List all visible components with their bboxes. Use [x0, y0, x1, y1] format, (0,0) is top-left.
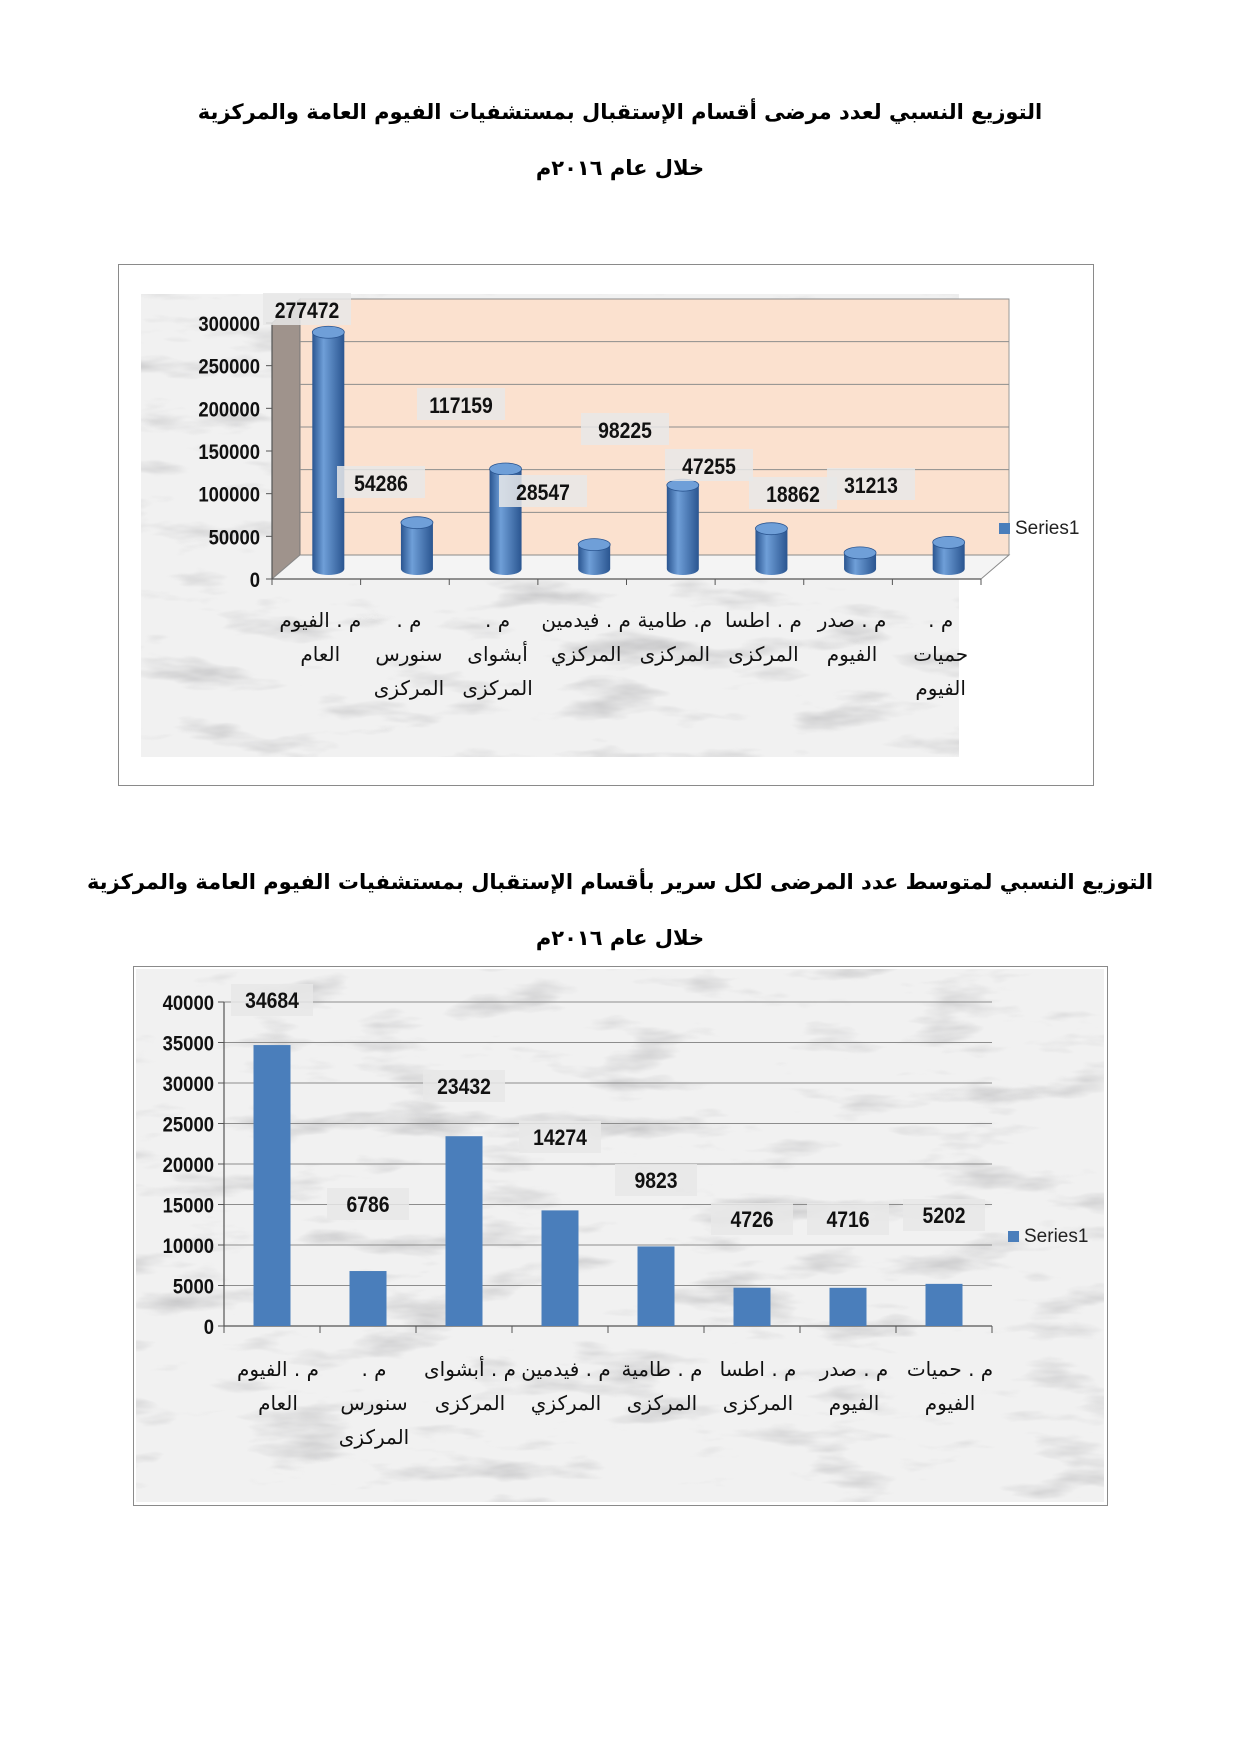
bar — [926, 1284, 963, 1326]
x-tick-label: سنورس — [340, 1391, 408, 1415]
bar-top — [490, 463, 522, 475]
y-tick-label: 5000 — [172, 1275, 214, 1299]
legend-label: Series1 — [1024, 1226, 1089, 1247]
plot-side-wall — [272, 299, 300, 579]
data-label: 117159 — [429, 393, 493, 419]
bar — [830, 1288, 867, 1326]
data-label: 54286 — [354, 471, 408, 497]
x-tick-label: حميات — [913, 642, 969, 666]
chart2-subtitle: خلال عام ٢٠١٦م — [535, 926, 705, 950]
chart2-svg — [134, 967, 1106, 1504]
x-tick-label: م . اطسا — [719, 1357, 797, 1381]
bar — [578, 539, 610, 575]
data-label: 18862 — [766, 482, 820, 508]
data-label: 23432 — [437, 1074, 491, 1100]
bar — [401, 517, 433, 575]
bar — [933, 536, 965, 575]
bar-body — [667, 485, 699, 575]
y-tick-label: 10000 — [162, 1234, 214, 1259]
data-label: 34684 — [245, 988, 299, 1014]
x-tick-label: م . — [928, 608, 954, 632]
x-tick-label: المركزى — [462, 676, 533, 700]
x-tick-label: م . — [485, 608, 511, 632]
chart1-subtitle: خلال عام ٢٠١٦م — [535, 156, 705, 180]
data-label: 6786 — [346, 1192, 390, 1218]
x-tick-label: المركزى — [338, 1425, 410, 1449]
x-tick-label: م . الفيوم — [237, 1357, 319, 1381]
y-tick-label: 15000 — [162, 1194, 214, 1218]
y-tick-label: 250000 — [198, 355, 260, 379]
bar — [542, 1210, 579, 1326]
x-tick-label: الفيوم — [915, 676, 966, 700]
x-tick-label: الفيوم — [828, 1391, 880, 1415]
chart1-svg — [119, 265, 1092, 784]
y-tick-label: 35000 — [162, 1032, 214, 1056]
bar — [446, 1136, 483, 1326]
bar-body — [312, 332, 344, 575]
x-tick-label: م . اطسا — [725, 608, 802, 632]
data-label: 47255 — [682, 454, 736, 480]
x-tick-label: العام — [300, 642, 341, 666]
plot-floor — [272, 555, 1009, 579]
x-tick-label: م . فيدمين — [541, 608, 631, 632]
x-tick-label: المركزى — [434, 1391, 506, 1415]
bar — [312, 326, 344, 575]
data-label: 5202 — [922, 1203, 966, 1229]
x-tick-label: م . طامية — [621, 1357, 703, 1381]
legend-label: Series1 — [1015, 518, 1080, 539]
y-tick-label: 50000 — [208, 526, 260, 550]
bar — [755, 523, 787, 575]
bar — [667, 479, 699, 575]
bar-body — [755, 529, 787, 575]
data-label: 9823 — [634, 1168, 678, 1194]
chart1-title: التوزيع النسبي لعدد مرضى أقسام الإستقبال بمستشفيات الفيوم العامة والمركزية — [197, 100, 1043, 124]
x-tick-label: م . أبشواى — [424, 1357, 516, 1381]
x-tick-label: م . حميات — [906, 1357, 994, 1381]
data-label: 277472 — [274, 298, 340, 324]
bar — [734, 1288, 771, 1326]
legend-swatch — [999, 523, 1010, 534]
y-tick-label: 100000 — [198, 483, 260, 507]
data-label: 4726 — [730, 1207, 774, 1233]
x-tick-label: م . الفيوم — [279, 608, 362, 632]
y-tick-label: 200000 — [198, 398, 260, 422]
bar-top — [578, 539, 610, 551]
x-tick-label: المركزي — [530, 1391, 602, 1415]
bar — [350, 1271, 387, 1326]
y-tick-label: 40000 — [162, 991, 214, 1016]
x-tick-label: المركزي — [550, 642, 622, 666]
bar-top — [933, 536, 965, 548]
data-label: 28547 — [516, 480, 570, 506]
chart1-frame — [118, 264, 1094, 786]
bar-body — [401, 523, 433, 575]
bar — [254, 1045, 291, 1326]
data-label: 14274 — [533, 1125, 587, 1151]
y-tick-label: 0 — [249, 568, 260, 593]
x-tick-label: م. طامية — [637, 608, 713, 632]
y-tick-label: 20000 — [162, 1153, 214, 1178]
bar-top — [401, 517, 433, 529]
x-tick-label: م . — [361, 1357, 387, 1381]
x-tick-label: العام — [258, 1391, 298, 1415]
x-tick-label: المركزى — [373, 676, 445, 700]
x-tick-label: المركزى — [722, 1391, 794, 1415]
x-tick-label: الفيوم — [826, 642, 878, 666]
bar-top — [755, 523, 787, 535]
x-tick-label: سنورس — [375, 642, 443, 666]
x-tick-label: الفيوم — [924, 1391, 976, 1415]
x-tick-label: م . صدر — [819, 1357, 889, 1381]
x-tick-label: م . — [396, 608, 422, 632]
legend-swatch — [1008, 1231, 1019, 1242]
bar-top — [844, 547, 876, 559]
x-tick-label: أبشواى — [467, 642, 528, 666]
y-tick-label: 25000 — [162, 1113, 214, 1137]
y-tick-label: 30000 — [162, 1072, 214, 1097]
x-tick-label: المركزى — [728, 642, 799, 666]
bar-top — [312, 326, 344, 338]
x-tick-label: المركزى — [639, 642, 711, 666]
data-label: 98225 — [598, 418, 652, 444]
chart2-frame — [133, 966, 1108, 1506]
x-tick-label: م . فيدمين — [521, 1357, 611, 1381]
chart2-title: التوزيع النسبي لمتوسط عدد المرضى لكل سرير بأقسام الإستقبال بمستشفيات الفيوم العامة والمركزية — [86, 870, 1154, 894]
bar — [638, 1246, 675, 1326]
data-label: 4716 — [826, 1207, 870, 1233]
y-tick-label: 0 — [203, 1315, 214, 1340]
x-tick-label: م . صدر — [817, 608, 887, 632]
y-tick-label: 150000 — [198, 440, 260, 465]
y-tick-label: 300000 — [198, 312, 260, 337]
data-label: 31213 — [844, 473, 898, 499]
x-tick-label: المركزى — [626, 1391, 698, 1415]
bar — [844, 547, 876, 575]
